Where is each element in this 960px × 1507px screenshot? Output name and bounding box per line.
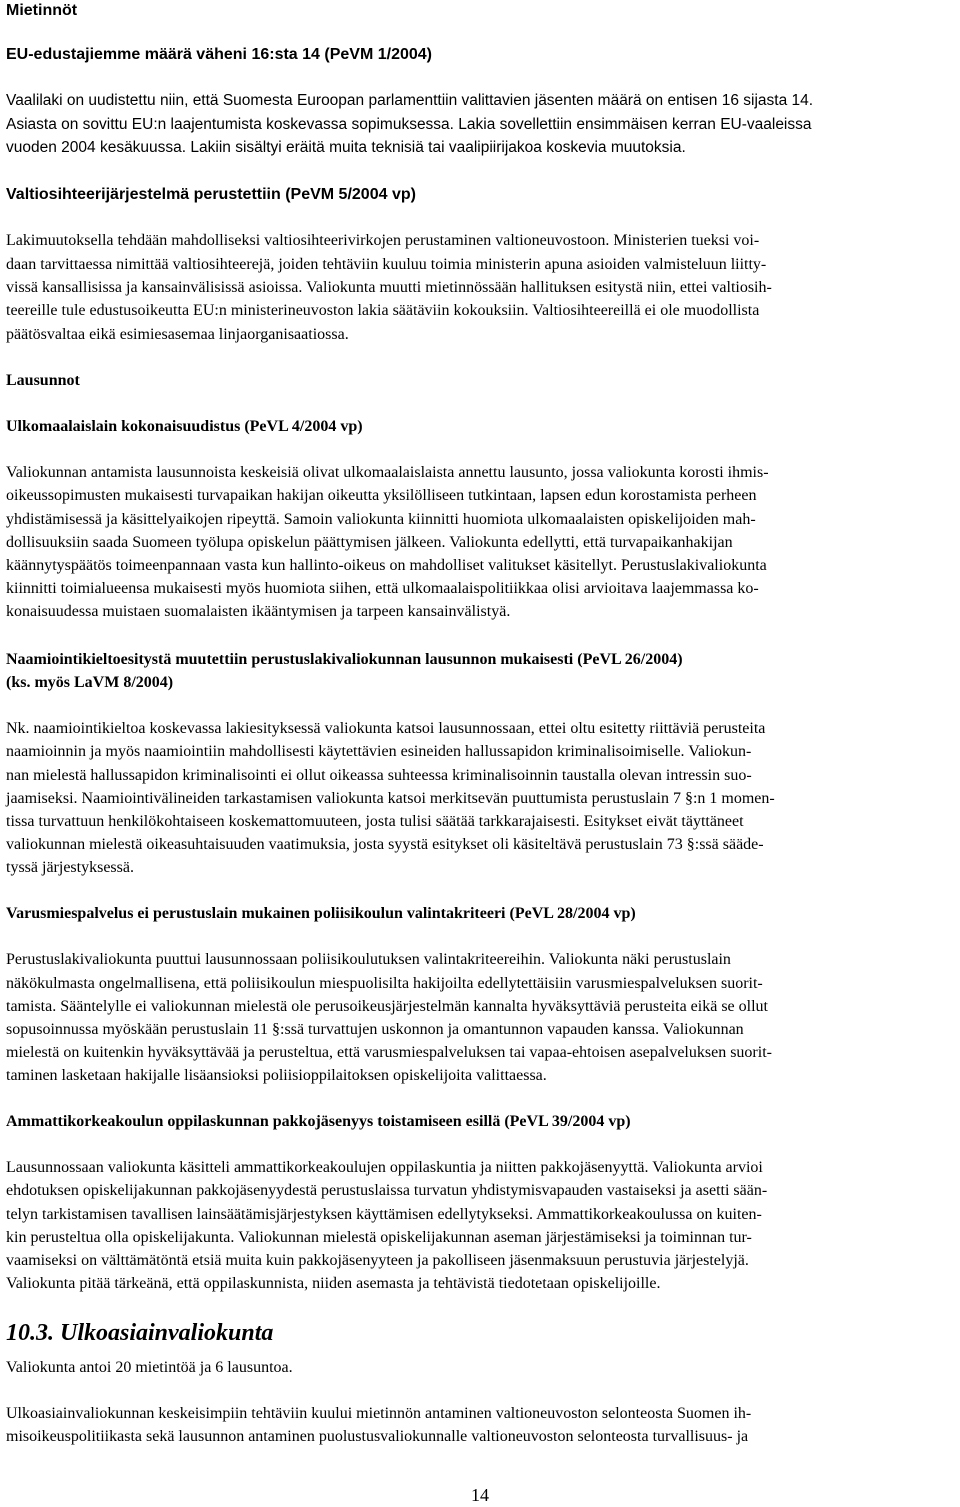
paragraph-line: telyn tarkistamisen tavallisen lainsäätämisjärjestyksen käyttämisen edellytykseksi. Ammattikorkeakoulussa on kuiten- <box>6 1206 762 1223</box>
paragraph-line: ehdotuksen opiskelijakunnan pakkojäsenyydestä perustuslaissa turvatun yhdistymisvapauden vastaiseksi ja asetti sään- <box>6 1182 768 1199</box>
paragraph-line: teereille tule edustusoikeutta EU:n ministerineuvoston lakia säätäviin kokouksiin. Valtiosihteereillä ei ole muodollista <box>6 302 760 319</box>
paragraph-line: oikeussopimusten mukaisesti turvapaikan hakijan oikeutta yksilölliseen tutkintaan, lapsen edun korostamista perheen <box>6 487 757 504</box>
paragraph-line: Perustuslakivaliokunta puuttui lausunnossaan poliisikoulutuksen valintakriteereihin. Valiokunta näki perustuslain <box>6 951 731 968</box>
paragraph-line: yhdistämisessä ja käsittelyaikojen ripeyttä. Samoin valiokunta kiinnitti huomiota ulkomaalaisten opiskelijoiden mah- <box>6 511 756 528</box>
paragraph-line: Nk. naamiointikieltoa koskevassa lakiesityksessä valiokunta katsoi lausunnossaan, ettei oltu esitetty riittäviä perusteita <box>6 720 766 737</box>
page-number: 14 <box>471 1485 489 1505</box>
paragraph-line: vaamiseksi on välttämätöntä etsiä muita kuin pakkojäsenyyteen ja pakolliseen jäsenmaksuun perustuvia järjestelyjä. <box>6 1252 749 1269</box>
paragraph-line: daan tarvittaessa nimittää valtiosihteerejä, joiden tehtäviin kuuluu toimia ministerin apuna asioiden valmisteluun liitty- <box>6 256 767 273</box>
section-title-state-secretary: Valtiosihteerijärjestelmä perustettiin (PeVM 5/2004 vp) <box>6 186 416 203</box>
paragraph-line: vissä kansallisissa ja kansainvälisissä asioissa. Valiokunta muutti mietinnössään hallituksen esitystä niin, ettei valtiosih- <box>6 279 772 296</box>
paragraph-line: jaamiseksi. Naamiointivälineiden tarkastamisen valiokunta katsoi merkitsevän puuttumista perustuslain 7 §:n 1 momen- <box>6 790 775 807</box>
section-title-aliens-act: Ulkomaalaislain kokonaisuudistus (PeVL 4/2004 vp) <box>6 418 363 435</box>
paragraph-line: Ulkoasiainvaliokunnan keskeisimpiin tehtäviin kuului mietinnön antaminen valtioneuvoston selonteosta Suomen ih- <box>6 1405 752 1422</box>
paragraph-line: Lausunnossaan valiokunta käsitteli ammattikorkeakoulujen oppilaskuntia ja niitten pakkojäsenyyttä. Valiokunta arvioi <box>6 1159 763 1176</box>
paragraph-line: naamioinnin ja myös naamiointiin mahdollisesti käytettävien esineiden hallussapidon kriminalisoimiselle. Valiokun- <box>6 743 752 760</box>
paragraph-line: käännytyspäätös toimeenpannaan vasta kun hallinto-oikeus on mahdolliset valitukset käsitellyt. Perustuslakivaliokunta <box>6 557 767 574</box>
paragraph-line: konaisuudessa muistaen suomalaisten ikääntymisen ja tarpeen kansainvälistyä. <box>6 603 511 620</box>
heading-lausunnot: Lausunnot <box>6 372 80 389</box>
paragraph-line: tamista. Sääntelylle ei valiokunnan mielestä ole perusoikeusjärjestelmän kannalta hyväksyttäviä perusteita eikä se ollut <box>6 998 768 1015</box>
section-title-masking-ban-line2: (ks. myös LaVM 8/2004) <box>6 674 174 691</box>
paragraph-line: Vaalilaki on uudistettu niin, että Suomesta Euroopan parlamenttiin valittavien jäsenten määrä on entisen 16 sijasta 14. <box>6 92 814 109</box>
section-title-masking-ban: Naamiointikieltoesitystä muutettiin perustuslakivaliokunnan lausunnon mukaisesti (PeVL 26/2004) <box>6 651 683 668</box>
paragraph-line: tissa turvattuun henkilökohtaiseen koskemattomuuteen, josta tulisi säätää tarkkarajaisesti. Esitykset eivät täyttäneet <box>6 813 744 830</box>
paragraph-line: Valiokunta antoi 20 mietintöä ja 6 lausuntoa. <box>6 1359 293 1376</box>
paragraph-line: mielestä on kuitenkin hyväksyttävää ja perusteltua, että varusmiespalveluksen tai vapaa-ehtoisen asepalveluksen suorit- <box>6 1044 772 1061</box>
chapter-heading-foreign-affairs: 10.3. Ulkoasiainvaliokunta <box>6 1320 274 1346</box>
section-title-military-service: Varusmiespalvelus ei perustuslain mukainen poliisikoulun valintakriteeri (PeVL 28/2004 vp) <box>6 905 636 922</box>
paragraph-line: valiokunnan mielestä oikeasuhtaisuuden vaatimuksia, josta syystä esitykset oli käsiteltävä perustuslain 73 §:ssä sääde- <box>6 836 764 853</box>
paragraph-line: kiinnitti toimialueensa mukaisesti myös huomiota siihen, että ulkomaalaispolitiikkaa olisi arvioitava laajemmassa ko- <box>6 580 759 597</box>
paragraph-line: Valiokunta pitää tärkeänä, että oppilaskunnista, niiden asemasta ja tehtävistä tiedotetaan opiskelijoille. <box>6 1275 661 1292</box>
heading-mietinnot: Mietinnöt <box>6 2 78 19</box>
paragraph-line: nan mielestä hallussapidon kriminalisointi ei ollut oikeassa suhteessa kriminalisoinnin taustalla olevan intressin suo- <box>6 767 752 784</box>
paragraph-line: sopusoinnussa myöskään perustuslain 11 §:ssä turvattujen uskonnon ja omantunnon vapauden kanssa. Valiokunnan <box>6 1021 744 1038</box>
section-title-eu-representatives: EU-edustajiemme määrä väheni 16:sta 14 (PeVM 1/2004) <box>6 46 432 63</box>
paragraph-line: Lakimuutoksella tehdään mahdolliseksi valtiosihteerivirkojen perustaminen valtioneuvostoon. Ministerien tueksi voi- <box>6 232 760 249</box>
paragraph-line: taminen lasketaan hakijalle lisäansioksi poliisioppilaitoksen opiskelijoita valittaessa. <box>6 1067 547 1084</box>
paragraph-line: misoikeuspolitiikasta sekä lausunnon antaminen puolustusvaliokunnalle valtioneuvoston selonteosta turvallisuus- ja <box>6 1428 749 1445</box>
paragraph-line: päätösvaltaa eikä esimiesasemaa linjaorganisaatiossa. <box>6 326 349 343</box>
paragraph-line: vuoden 2004 kesäkuussa. Lakiin sisältyi eräitä muita teknisiä tai vaalipiirijakoa koskevia muutoksia. <box>6 139 686 156</box>
paragraph-line: Asiasta on sovittu EU:n laajentumista koskevassa sopimuksessa. Lakia sovellettiin ensimmäisen kerran EU-vaaleissa <box>6 116 812 133</box>
paragraph-line: Valiokunnan antamista lausunnoista keskeisiä olivat ulkomaalaislaista annettu lausunto, jossa valiokunta korosti ihmis- <box>6 464 769 481</box>
paragraph-line: tyssä järjestyksessä. <box>6 859 134 876</box>
paragraph-line: dollisuuksiin saada Suomeen työlupa opiskelun päättymisen jälkeen. Valiokunta edellytti, että turvapaikanhakijan <box>6 534 733 551</box>
section-title-student-union: Ammattikorkeakoulun oppilaskunnan pakkojäsenyys toistamiseen esillä (PeVL 39/2004 vp) <box>6 1113 631 1130</box>
paragraph-line: kin perusteltua olla opiskelijakunta. Valiokunnan mielestä opiskelijakunnan aseman järjestämiseksi ja toiminnan tur- <box>6 1229 752 1246</box>
paragraph-line: näkökulmasta ongelmallisena, että poliisikoulun miespuolisilta hakijoilta edellytettäisiin varusmiespalveluksen suorit- <box>6 975 763 992</box>
